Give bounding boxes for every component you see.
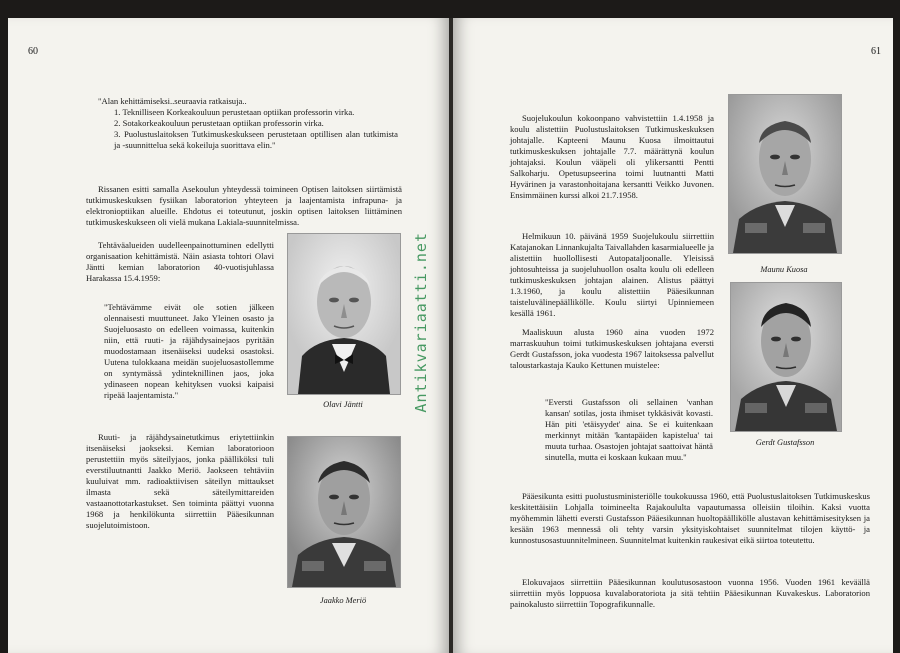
paragraph-ruuti: Ruuti- ja räjähdysainetutkimus eriytettiinkin itsenäiseksi jaokseksi. Kemian laboratorioon perustettiin myös säteilyjaos, jonka päälliköksi tuli everstiluutnantti Jaakko Meriö. Jaokseen tehtäviin kuuluivat mm. radioaktiivisen säteilyn mittaukset ilmasta sekä säteilymittareiden vastaanottotarkastukset. Sen toiminta päättyi vuonna 1968 ja henkilökunta siirrettiin Pääesikunnan suojelutoimistoon. [86, 432, 274, 530]
portrait-jaakko-merio [287, 436, 401, 588]
caption-jaakko-merio: Jaakko Meriö [319, 596, 367, 605]
caption-gerdt-gustafsson: Gerdt Gustafsson [755, 438, 815, 447]
paragraph-organisation: Tehtäväalueiden uudelleenpainottuminen edellytti organisaation kehittämistä. Näin asiasta tohtori Olavi Jäntti kemian laboratorion 40-vuotisjuhlassa Harakassa 15.4.1959: [86, 240, 274, 283]
page-number-left: 60 [28, 46, 38, 57]
portrait-gustafsson-image [731, 283, 841, 431]
caption-maunu-kuosa: Maunu Kuosa [760, 265, 808, 274]
quote1-item-3: 3. Puolustuslaitoksen Tutkimuskeskukseen perustetaan optillisen alan tutkimista ja -suunnittelua sekä kokeiluja suorittava elin." [114, 129, 398, 150]
paragraph-rissanen: Rissanen esitti samalla Asekoulun yhteydessä toimineen Optisen laitoksen siirtämistä tutkimuskeskuksen fysiikan laboratorion yhteyteen ja laajentamista infrapuna- ja elektronioptiikan alueille. Ehdotus ei toteutunut, joskin optisen laitoksen liittäminen tutkimuskeskukseen oli vielä mukana Lakiala-suunnitelmissa. [86, 184, 402, 227]
paragraph-paaesikunta: Pääesikunta esitti puolustusministeriölle toukokuussa 1960, että Puolustuslaitoksen Tutkimuskeskus keskitettäisiin Lohjalla toimineelta Rajakoululta vapautumassa olleisiin tiloihin. Kaksi vuotta myöhemmin lähetti eversti Gustafsson Pääesikunnan huoltopäällikölle alustavan kehittämisesityksen ja kesään 1963 mennessä oli tehty varsin yksityiskohtaiset suunnitelmat tilojen käyttö- ja kunnostusosastuunnitelmineen. Suunnitelmat kuitenkin raukesivat eikä siirtoa toteutettu. [510, 491, 870, 545]
portrait-maunu-kuosa [728, 94, 842, 254]
quote-block-1 [98, 96, 398, 151]
left-page [8, 18, 449, 653]
portrait-olavi-jantti [287, 233, 401, 395]
portrait-gerdt-gustafsson [730, 282, 842, 432]
paragraph-maaliskuu: Maaliskuun alusta 1960 aina vuoden 1972 marraskuuhun toimi tutkimuskeskuksen johtajana eversti Gerdt Gustafsson, joka vuodesta 1967 laitoksessa palvellut taloustarkastaja Kauko Kettunen muistelee: [510, 327, 714, 370]
quote-jantti: "Tehtävämme eivät ole sotien jälkeen olennaisesti muuttuneet. Jako Yleinen osasto ja Suojeluosasto on edelleen voimassa, kuitenkin niin, että ruuti- ja räjähdysainejaos pyritään muodostamaan itsenäiseksi uudeksi osastoksi. Uutena tulokkaana meidän suojeluosastollemme on syntymässä ydinteknillinen jaos, joka ydinaseen nopean kehityksen vuoksi kaipaisi ripeää laajentamista." [104, 302, 274, 400]
portrait-merio-image [288, 437, 400, 587]
watermark-text: Antikvariaatti.net [412, 232, 430, 413]
paragraph-helmikuu: Helmikuun 10. päivänä 1959 Suojelukoulu siirrettiin Katajanokan Linnankujalta Taivallahden kasarmialueelle ja alistettiin huollollisesti Autopataljoonalle. Yleisissä johtosuhteissa ja suojeluhuollon osalta koulu oli edelleen tutkimuskeskuksen johtajan alainen. Alistus päättyi 1.3.1960, ja koulu alistettiin Pääesikunnan taisteluvälinepäällikölle. Koulu siirtyi Upinniemeen kesällä 1961. [510, 231, 714, 318]
quote1-item-2: 2. Sotakorkeakouluun perustetaan optiikan professorin virka. [114, 118, 324, 128]
portrait-kuosa-image [729, 95, 841, 253]
quote-gustafsson: "Eversti Gustafsson oli sellainen 'vanhan kansan' sotilas, josta ihmiset tykkäsivät kovasti. Hän piti 'etäisyydet' aina. Se ei kuitenkaan merkinnyt mitään 'kantapäiden kapistelua' tai muuta turhaa. Osastojen johtajat saattoivat häntä sinutella, mutta ei koskaan kukaan muu." [545, 397, 713, 462]
paragraph-elokuvajaos: Elokuvajaos siirrettiin Pääesikunnan koulutusosastoon vuonna 1956. Vuoden 1961 keväällä siirrettiin myös loppuosa kuvalaboratoriota ja sitä tehtiin Pääesikunnan Kuvakeskus. Laboratorion painokalusto siirrettiin Topografikunnalle. [510, 577, 870, 609]
caption-olavi-jantti: Olavi Jäntti [323, 400, 363, 409]
paragraph-suojelukoulu: Suojelukoulun kokoonpano vahvistettiin 1.4.1958 ja koulu alistettiin Puolustuslaitoksen Tutkimuskeskuksen johtajalle. Kapteeni Maunu Kuosa ilmoittautui tutkimuskeskuksen johtajalle 7.7. määrättynä koulun johtajaksi. Koulun vääpeli oli ylikersantti Pentti Salkoharju. Opetusupseerina toimi luutnantti Matti Hyvärinen ja varastonhoitajana kersantti Veikko Juvonen. Ensimmäinen kurssi alkoi 21.7.1958. [510, 113, 714, 200]
quote1-intro: "Alan kehittämiseksi..seuraavia ratkaisuja.. [98, 96, 247, 106]
quote1-item-1: 1. Teknilliseen Korkeakouluun perustetaan optiikan professorin virka. [114, 107, 355, 117]
right-page [453, 18, 893, 653]
page-number-right: 61 [871, 46, 881, 57]
portrait-jantti-image [288, 234, 400, 394]
